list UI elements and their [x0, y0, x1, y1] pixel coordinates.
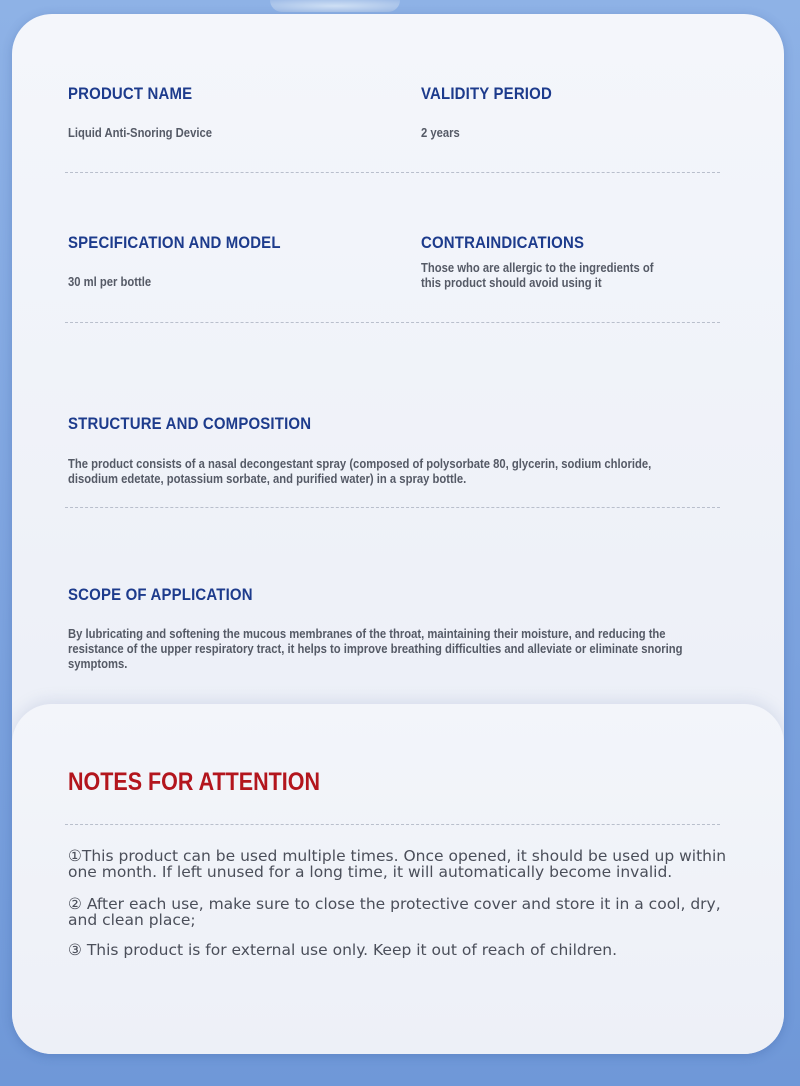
note-2-line-1: ② After each use, make sure to close the protective cover and store it in a cool, dry, [68, 895, 721, 913]
divider [65, 507, 720, 508]
scope-line-2: resistance of the upper respiratory tract, it helps to improve breathing difficulties and alleviate or eliminate snoring [68, 642, 683, 656]
note-1-line-2: one month. If left unused for a long time, it will automatically become invalid. [68, 863, 673, 881]
structure-value [68, 457, 734, 487]
notes-title: NOTES FOR ATTENTION [68, 768, 321, 796]
note-item-3 [68, 942, 728, 958]
validity-period-heading: VALIDITY PERIOD [421, 84, 552, 103]
structure-line-1: The product consists of a nasal decongestant spray (composed of polysorbate 80, glycerin, sodium chloride, [68, 457, 652, 471]
validity-period-value: 2 years [421, 126, 460, 140]
structure-line-2: disodium edetate, potassium sorbate, and purified water) in a spray bottle. [68, 472, 467, 486]
top-decoration [270, 0, 400, 12]
product-name-value: Liquid Anti-Snoring Device [68, 126, 212, 140]
note-item-1 [68, 848, 728, 880]
divider [65, 322, 720, 323]
specification-heading: SPECIFICATION AND MODEL [68, 233, 281, 252]
note-2-line-2: and clean place; [68, 911, 196, 929]
note-1-line-1: ①This product can be used multiple times. Once opened, it should be used up within [68, 847, 727, 865]
note-3-line-1: ③ This product is for external use only. Keep it out of reach of children. [68, 941, 618, 959]
divider [65, 824, 720, 825]
divider [65, 172, 720, 173]
scope-line-3: symptoms. [68, 657, 128, 671]
scope-value [68, 627, 734, 672]
note-item-2 [68, 896, 728, 928]
contraindications-heading: CONTRAINDICATIONS [421, 233, 585, 252]
structure-heading: STRUCTURE AND COMPOSITION [68, 414, 312, 433]
scope-line-1: By lubricating and softening the mucous membranes of the throat, maintaining their moisture, and reducing the [68, 627, 666, 641]
scope-heading: SCOPE OF APPLICATION [68, 585, 253, 604]
contraindications-value [421, 261, 654, 291]
contraindications-line-1: Those who are allergic to the ingredients of [421, 261, 654, 275]
specification-value: 30 ml per bottle [68, 275, 152, 289]
contraindications-line-2: this product should avoid using it [421, 276, 602, 290]
product-name-heading: PRODUCT NAME [68, 84, 193, 103]
